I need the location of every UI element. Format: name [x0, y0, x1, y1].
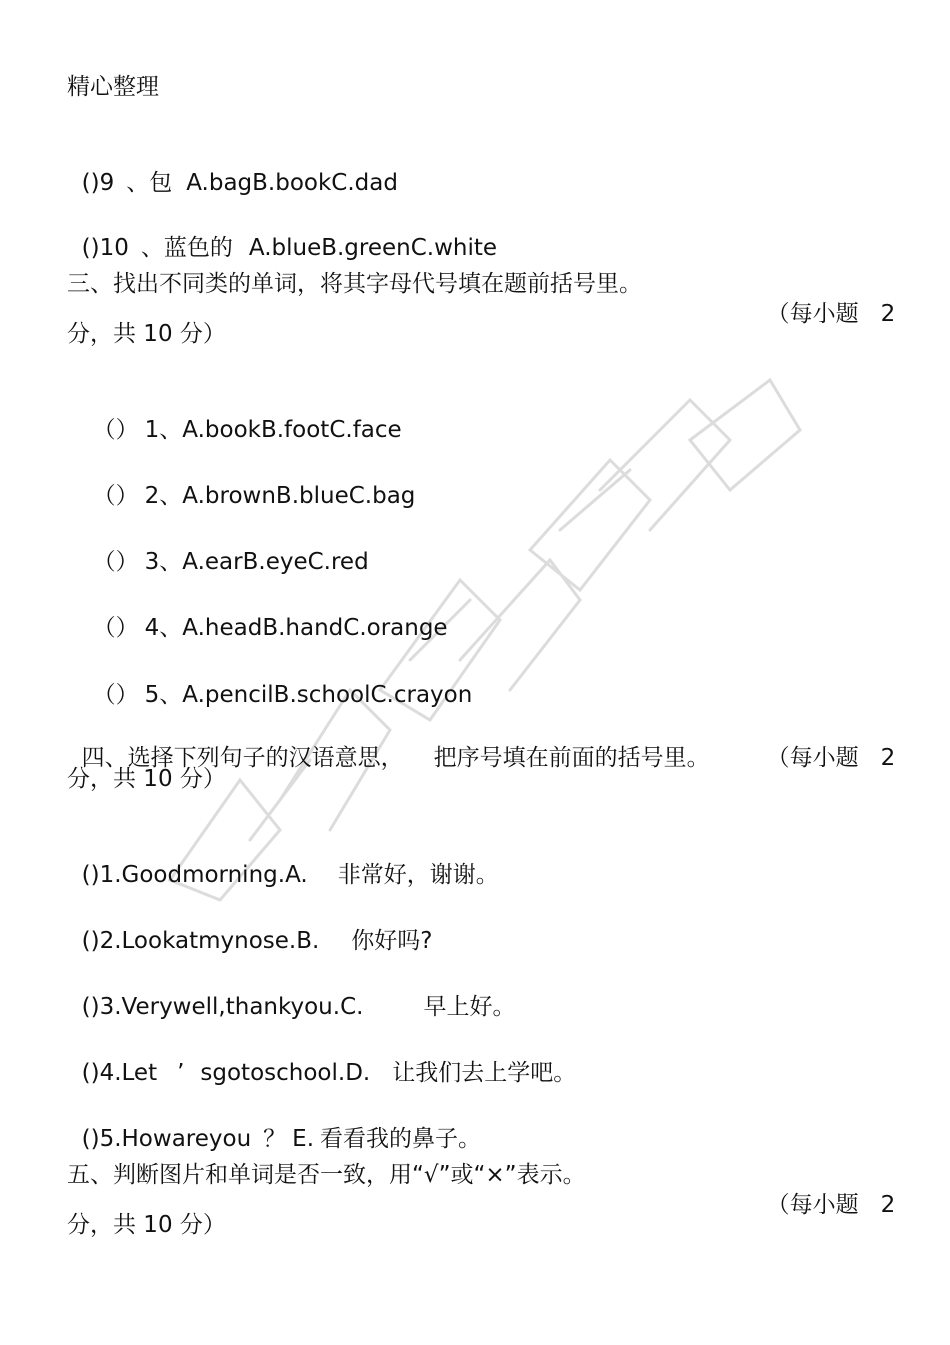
question-number: 9	[99, 170, 115, 196]
score-number: 2	[880, 745, 896, 771]
question-9	[67, 138, 398, 198]
question-mark: ？	[263, 1126, 287, 1152]
answer-options: A.bagB.bookC.dad	[186, 170, 398, 196]
english-sentence: ()2.Lookatmynose.B.	[81, 928, 320, 954]
separator: 、	[126, 170, 150, 196]
score-label: （每小题	[766, 745, 859, 771]
section-5-score-cont: 分，共 10 分）	[67, 1212, 226, 1238]
section-4-item-2	[67, 896, 433, 956]
question-10	[67, 203, 497, 263]
score-number: 2	[880, 301, 896, 327]
chinese-word: 蓝色的	[163, 235, 233, 261]
chinese-word: 包	[149, 170, 173, 196]
section-4-item-4	[67, 1028, 576, 1088]
section-4-score-cont: 分，共 10 分）	[67, 766, 226, 792]
answer-options: A.earB.eyeC.red	[182, 549, 369, 575]
section-3-item-2	[78, 451, 415, 511]
answer-options: A.pencilB.schoolC.crayon	[182, 682, 473, 708]
section-4-item-3	[67, 962, 515, 1022]
section-4-title-part1: 四、选择下列句子的汉语意思，	[81, 745, 404, 771]
page-header: 精心整理	[67, 74, 159, 100]
section-3-score-cont: 分，共 10 分）	[67, 321, 226, 347]
english-sentence: ()3.Verywell,thankyou.C.	[81, 994, 364, 1020]
answer-options: A.bookB.footC.face	[182, 417, 402, 443]
answer-bracket: ()	[81, 170, 100, 196]
chinese-meaning: 你好吗?	[351, 928, 433, 954]
item-number: 2、	[144, 483, 183, 509]
separator: 、	[140, 235, 164, 261]
section-5-title: 五、判断图片和单词是否一致，用“√”或“×”表示。	[67, 1162, 586, 1188]
section-4-title-part2: 把序号填在前面的括号里。	[433, 745, 710, 771]
section-4-item-5	[67, 1094, 481, 1154]
english-sentence: ()4.Let	[81, 1060, 158, 1086]
section-4-score	[752, 713, 895, 773]
option-letter: E.	[292, 1126, 314, 1152]
english-sentence: ()5.Howareyou	[81, 1126, 252, 1152]
score-label: （每小题	[766, 301, 859, 327]
item-number: 4、	[144, 615, 183, 641]
chinese-meaning: 非常好，谢谢。	[337, 862, 499, 888]
section-5-score	[752, 1160, 895, 1220]
answer-bracket: （）	[92, 682, 139, 708]
section-4-item-1	[67, 830, 499, 890]
answer-bracket: （）	[92, 615, 139, 641]
answer-options: A.brownB.blueC.bag	[182, 483, 416, 509]
section-3-score	[752, 269, 895, 329]
english-sentence: ()1.Goodmorning.A.	[81, 862, 308, 888]
answer-options: A.headB.handC.orange	[182, 615, 448, 641]
section-3-item-1	[78, 385, 402, 445]
section-3-item-5	[78, 650, 472, 710]
item-number: 1、	[144, 417, 183, 443]
chinese-meaning: 早上好。	[423, 994, 516, 1020]
item-number: 5、	[144, 682, 183, 708]
item-number: 3、	[144, 549, 183, 575]
section-3-title: 三、找出不同类的单词，将其字母代号填在题前括号里。	[67, 271, 642, 297]
answer-bracket: （）	[92, 549, 139, 575]
answer-bracket: ()	[81, 235, 100, 261]
score-number: 2	[880, 1192, 896, 1218]
answer-options: A.blueB.greenC.white	[248, 235, 498, 261]
answer-bracket: （）	[92, 417, 139, 443]
answer-bracket: （）	[92, 483, 139, 509]
section-3-item-3	[78, 517, 369, 577]
chinese-meaning: 看看我的鼻子。	[320, 1126, 481, 1152]
section-3-item-4	[78, 583, 448, 643]
english-sentence-cont: sgotoschool.D.	[200, 1060, 371, 1086]
chinese-meaning: 让我们去上学吧。	[392, 1060, 577, 1086]
score-label: （每小题	[766, 1192, 859, 1218]
question-number: 10	[99, 235, 129, 261]
apostrophe: ’	[177, 1060, 185, 1086]
